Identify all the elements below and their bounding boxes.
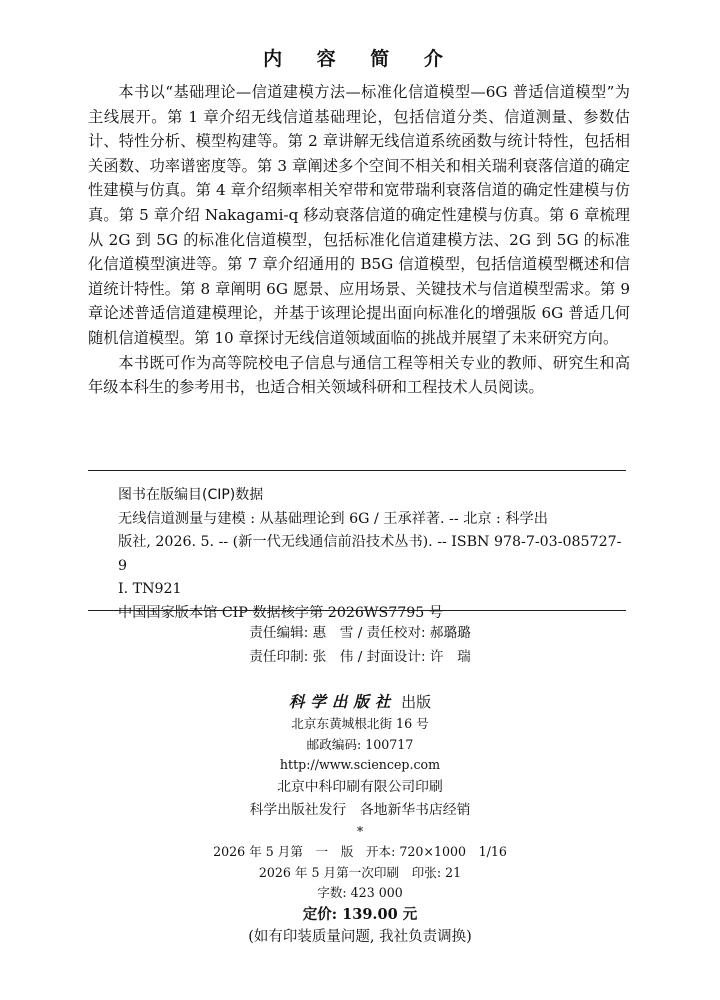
cip-bottom-divider — [88, 610, 626, 611]
publisher-website: http://www.sciencep.com — [279, 757, 441, 772]
publisher-suffix: 出版 — [401, 693, 432, 711]
distribution-line: 科学出版社发行 各地新华书店经销 — [249, 801, 471, 818]
printing-line: 2026 年 5 月第一次印刷 印张: 21 — [258, 864, 462, 880]
edition-line: 2026 年 5 月第 一 版 开本: 720×1000 1/16 — [213, 844, 507, 859]
cip-classification: I. TN921 — [118, 581, 182, 597]
separator-star: * — [356, 823, 364, 839]
print-credit-line: 责任印制: 张 伟 / 封面设计: 许 瑞 — [249, 649, 471, 665]
printer-line: 北京中科印刷有限公司印刷 — [277, 778, 443, 795]
staff-credits — [0, 621, 720, 669]
cip-block — [118, 484, 630, 625]
summary-paragraph: 本书既可作为高等院校电子信息与通信工程等相关专业的教师、研究生和高年级本科生的参考用书，也适合相关领域科研和工程技术人员阅读。 — [88, 353, 630, 397]
cip-entry-line: 无线信道测量与建模 : 从基础理论到 6G / 王承祥著. -- 北京 : 科学出 — [118, 510, 548, 527]
price: 定价: 139.00 元 — [302, 905, 418, 923]
cip-entry-line: 版社, 2026. 5. -- (新一代无线通信前沿技术丛书). -- ISBN 978-7-03-085727-9 — [118, 534, 622, 574]
publisher-line — [0, 690, 720, 714]
word-count: 字数: 423 000 — [317, 885, 403, 900]
publisher-address: 北京东黄城根北街 16 号 — [291, 716, 429, 731]
page-title: 内 容 简 介 — [263, 48, 457, 70]
publisher-logo: 科学出版社 — [288, 692, 397, 711]
content-summary — [88, 80, 630, 400]
editor-credit-line: 责任编辑: 惠 雪 / 责任校对: 郝璐璐 — [249, 625, 471, 641]
cip-heading: 图书在版编目(CIP)数据 — [118, 487, 264, 503]
cip-top-divider — [88, 470, 626, 471]
publisher-info — [0, 690, 720, 948]
quality-notice: (如有印装质量问题, 我社负责调换) — [248, 928, 472, 945]
cip-verification-number: 中国国家版本馆 CIP 数据核字第 2026WS7795 号 — [118, 604, 443, 621]
publisher-postcode: 邮政编码: 100717 — [306, 736, 414, 752]
summary-paragraph: 本书以“基础理论—信道建模方法—标准化信道模型—6G 普适信道模型”为主线展开。第 1 章介绍无线信道基础理论，包括信道分类、信道测量、参数估计、特性分析、模型构建等。第 2 章讲解无线信道系统函数与统计特性，包括相关函数、功率谱密度等。第 3 章阐述多个空间不相关和相关瑞利衰落信道的确定性建模与仿真。第 4 章介绍频率相关窄带和宽带瑞利衰落信道的确定性建模与仿真。第 5 章介绍 Nakagami-q 移动衰落信道的确定性建模与仿真。第 6 章梳理从 2G 到 5G 的标准化信道模型，包括标准化信道建模方法、2G 到 5G 的标准化信道模型演进等。第 7 章介绍通用的 B5G 信道模型，包括信道模型概述和信道统计特性。第 8 章阐明 6G 愿景、应用场景、关键技术与信道模型需求。第 9 章论述普适信道建模理论，并基于该理论提出面向标准化的增强版 6G 普适几何随机信道模型。第 10 章探讨无线信道领域面临的挑战并展望了未来研究方向。 — [88, 83, 630, 347]
